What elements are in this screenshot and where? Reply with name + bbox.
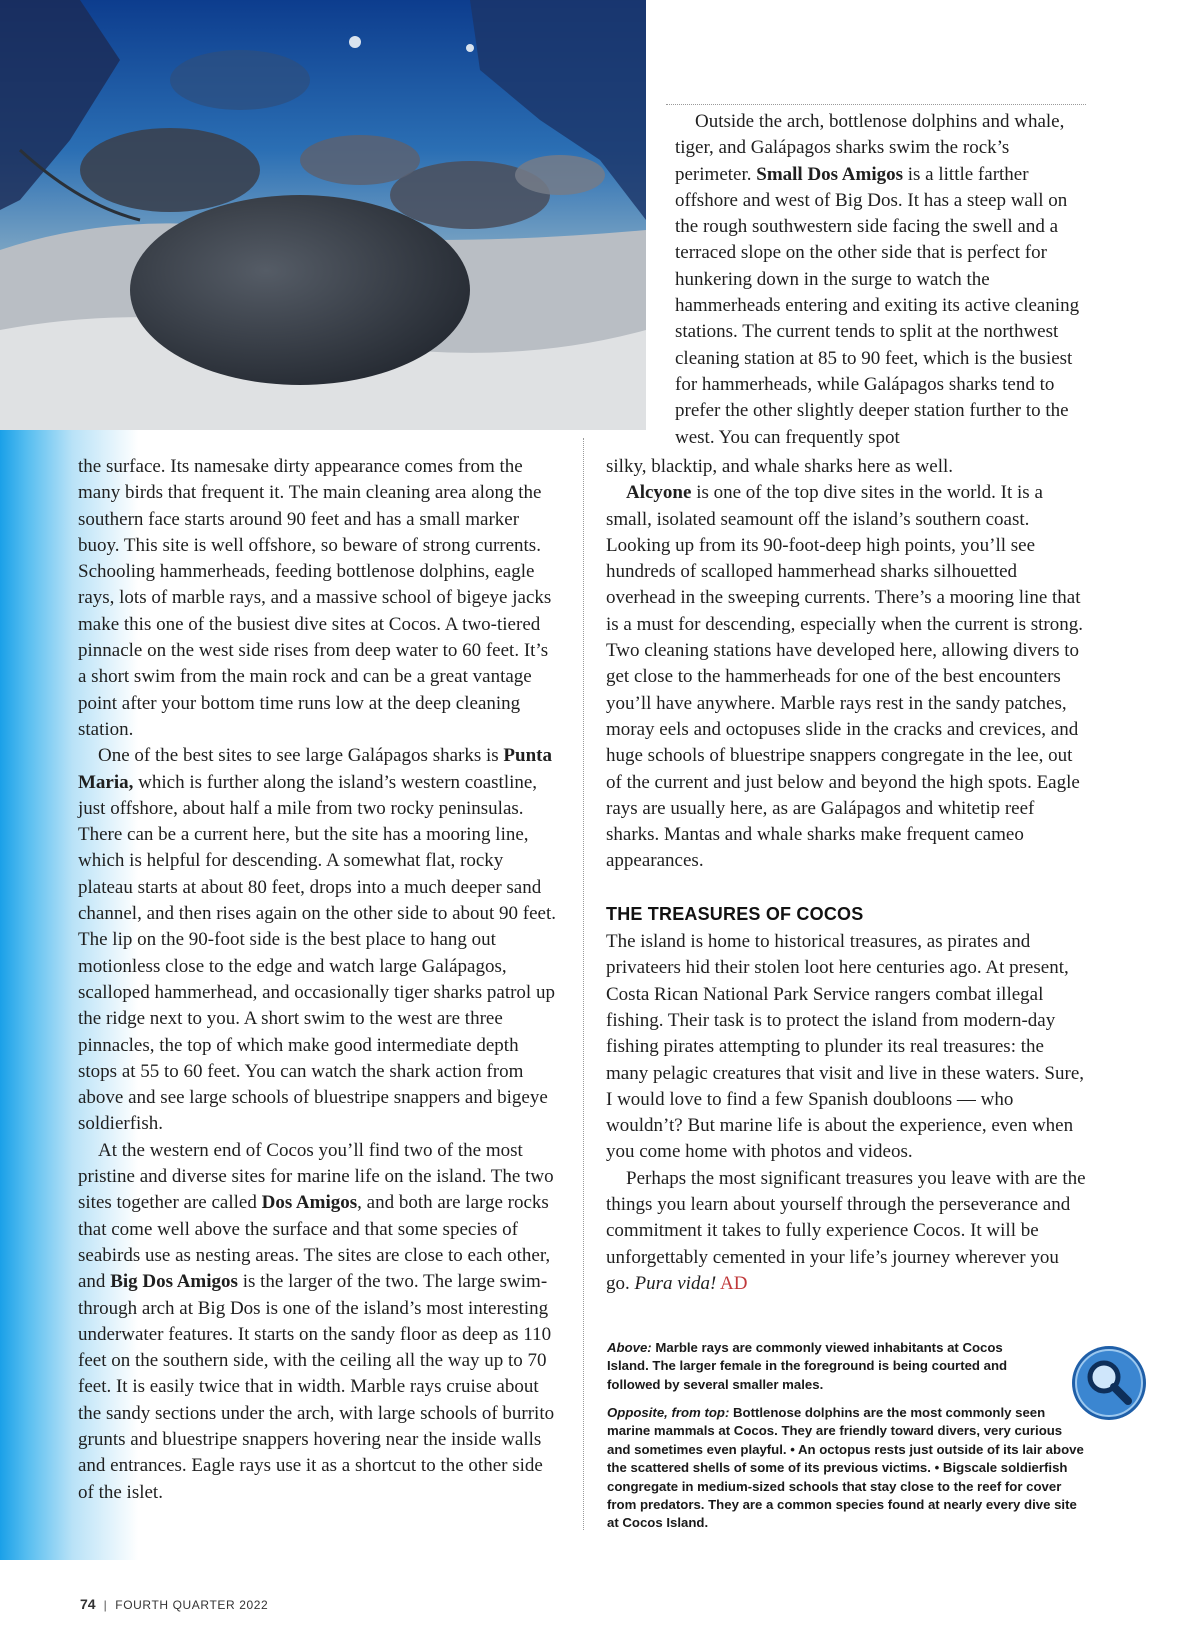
paragraph-closing: Perhaps the most significant treasures you leave with are the things you learn about yourself through the perseverance and commitment it takes to fully experience Cocos. It will be unforgettably cemented in your life’s journey wherever you go. Pura vida! AD: [606, 1167, 1086, 1294]
site-name: Big Dos Amigos: [110, 1271, 238, 1293]
paragraph: The island is home to historical treasures, as pirates and privateers hid their stolen loot here centuries ago. At present, Costa Rican National Park Service rangers combat illegal fishing. Their task is to protect the island from modern-day fishing pirates attempting to plunder its real treasures: the many pelagic creatures that visit and live in these waters. Sure, I would love to find a few Spanish doubloons — who wouldn’t? But marine life is about the experience, even when you come home with photos and videos.: [606, 931, 1085, 1163]
paragraph-dos-amigos: At the western end of Cocos you’ll find two of the most pristine and diverse sites for marine life on the island. The two sites together are called Dos Amigos, and both are large rocks that come well above the surface and that some species of seabirds use as nesting areas. The sites are close to each other, and Big Dos Amigos is the larger of the two. The large swim-through arch at Big Dos is one of the island’s most interesting underwater features. It starts on the sandy floor as deep as 110 feet on the southern side, with the ceiling all the way up to 70 feet. It is easily twice that in width. Marble rays cruise about the sandy sections under the arch, with large schools of burrito grunts and bluestripe snappers hovering near the inside walls and entrances. Eagle rays use it as a shortcut to the other side of the islet.: [78, 1139, 555, 1503]
top-right-rule: [666, 104, 1086, 105]
magnifier-icon[interactable]: [1070, 1344, 1148, 1422]
photo-caption-above: Above: Marble rays are commonly viewed inhabitants at Cocos Island. The larger female in the foreground is being courted and followed by several smaller males.: [607, 1340, 1008, 1392]
site-name: Dos Amigos: [261, 1192, 358, 1214]
page-number: 74: [80, 1596, 96, 1612]
paragraph-punta-maria: One of the best sites to see large Galápagos sharks is Punta Maria, which is further along the island’s western coastline, just offshore, about half a mile from two rocky peninsulas. There can be a current here, but the site has a mooring line, which is helpful for descending. A somewhat flat, rocky plateau starts at about 80 feet, drops into a much deeper sand channel, and then rises again on the other side to about 90 feet. The lip on the 90-foot side is the best place to hang out motionless close to the edge and watch large Galápagos, scalloped hammerhead, and occasionally tiger sharks patrol up the ridge next to you. A short swim to the west are three pinnacles, the top of which make good intermediate depth stops at 55 to 60 feet. You can watch the shark action from above and see large schools of bluestripe snappers and bigeye soldierfish.: [78, 745, 557, 1135]
column-divider: [583, 438, 584, 1530]
paragraph-alcyone: Alcyone is one of the top dive sites in the world. It is a small, isolated seamount off the island’s southern coast. Looking up from its 90-foot-deep high points, you’ll see hundreds of scalloped hammerhead sharks silhouetted overhead in the sweeping currents. There’s a mooring line that is a must for descending, especially when the current is strong. Two cleaning stations have developed here, allowing divers to get close to the hammerheads for one of the best encounters you’ll have anywhere. Marble rays rest in the sandy patches, moray eels and octopuses slide in the cracks and crevices, and huge schools of bluestripe snappers congregate in the lee, out of the current and just below and beyond the high spots. Eagle rays are usually here, as are Galápagos and whitetip reef sharks. Mantas and whale sharks make frequent cameo appearances.: [606, 482, 1083, 872]
site-name: Punta Maria,: [78, 745, 552, 793]
site-name: Alcyone: [626, 482, 692, 504]
page-footer: [80, 1596, 268, 1612]
paragraph: silky, blacktip, and whale sharks here as well.: [606, 456, 954, 477]
right-column: [606, 454, 1086, 1297]
paragraph-small-dos-amigos: Outside the arch, bottlenose dolphins and whale, tiger, and Galápagos sharks swim the rock’s perimeter. Small Dos Amigos is a little farther offshore and west of Big Dos. It has a steep wall on the rough southwestern side facing the swell and a terraced slope on the other side that is perfect for hunkering down in the surge to watch the hammerheads entering and exiting its active cleaning stations. The current tends to split at the northwest cleaning station at 85 to 90 feet, which is the busiest for hammerheads, while Galápagos sharks tend to prefer the other slightly deeper station further to the west. You can frequently spot: [675, 111, 1080, 448]
section-heading: THE TREASURES OF COCOS: [606, 903, 864, 924]
issue-label: FOURTH QUARTER 2022: [115, 1598, 269, 1612]
left-column: [78, 454, 560, 1506]
site-name: Small Dos Amigos: [756, 163, 903, 185]
marble-rays-photo: [0, 0, 646, 430]
paragraph: the surface. Its namesake dirty appearance comes from the many birds that frequent it. The main cleaning area along the southern face starts around 90 feet and has a small marker buoy. This site is well offshore, so beware of strong currents. Schooling hammerheads, feeding bottlenose dolphins, eagle rays, lots of marble rays, and a massive school of bigeye jacks make this one of the busiest dive sites at Cocos. A two-tiered pinnacle on the west side rises from deep water to 60 feet. It’s a short swim from the main rock and can be a great vantage point after your bottom time runs low at the deep cleaning station.: [78, 456, 552, 740]
right-column-top: [675, 109, 1085, 451]
end-mark: AD: [720, 1272, 748, 1294]
footer-separator: |: [103, 1598, 108, 1612]
photo-caption-opposite: Opposite, from top: Bottlenose dolphins are the most commonly seen marine mammals at Cocos. They are friendly toward divers, very curious and sometimes even playful. • An octopus rests just outside of its lair above the scattered shells of some of its previous victims. • Bigscale soldierfish congregate in medium-sized schools that stay close to the reef for cover from predators. They are a common species found at nearly every dive site at Cocos Island.: [607, 1405, 1084, 1531]
